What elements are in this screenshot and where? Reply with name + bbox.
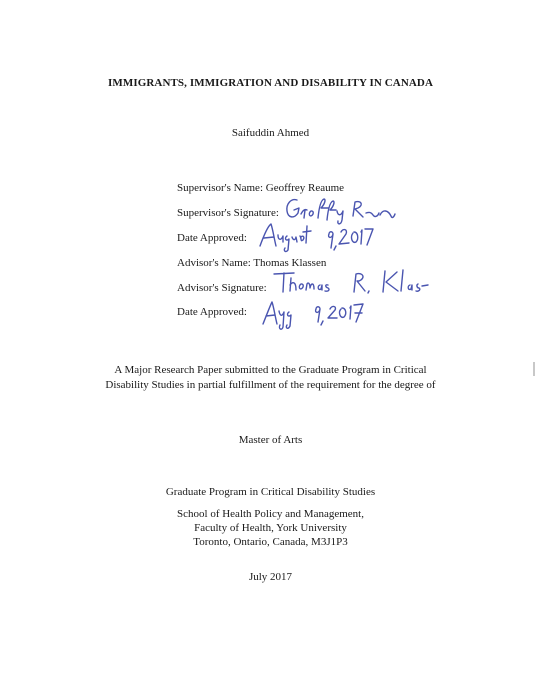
advisor-name: Advisor's Name: Thomas Klassen <box>177 257 327 269</box>
description-line: A Major Research Paper submitted to the Graduate Program in Critical <box>114 364 427 376</box>
address-line: Toronto, Ontario, Canada, M3J1P3 <box>193 536 348 548</box>
advisor-signature-label: Advisor's Signature: <box>177 282 267 294</box>
date-approved-handwriting-2 <box>260 298 372 332</box>
supervisor-signature-label: Supervisor's Signature: <box>177 207 279 219</box>
program-name: Graduate Program in Critical Disability Studies <box>165 486 376 498</box>
advisor-signature-image <box>272 266 430 298</box>
page-title: IMMIGRANTS, IMMIGRATION AND DISABILITY IN CANADA <box>107 77 434 89</box>
description-line: Disability Studies in partial fulfillment of the requirement for the degree of <box>105 379 436 391</box>
submission-date: July 2017 <box>248 571 293 583</box>
address-line: School of Health Policy and Management, <box>177 508 364 520</box>
address-line: Faculty of Health, York University <box>194 522 347 534</box>
supervisor-name: Supervisor's Name: Geoffrey Reaume <box>177 182 345 194</box>
date-approved-label-1: Date Approved: <box>177 232 247 244</box>
date-approved-handwriting-1 <box>257 220 377 254</box>
degree-name: Master of Arts <box>238 434 303 446</box>
scan-edge-mark <box>533 362 535 376</box>
author-name: Saifuddin Ahmed <box>231 127 310 139</box>
date-approved-label-2: Date Approved: <box>177 306 247 318</box>
